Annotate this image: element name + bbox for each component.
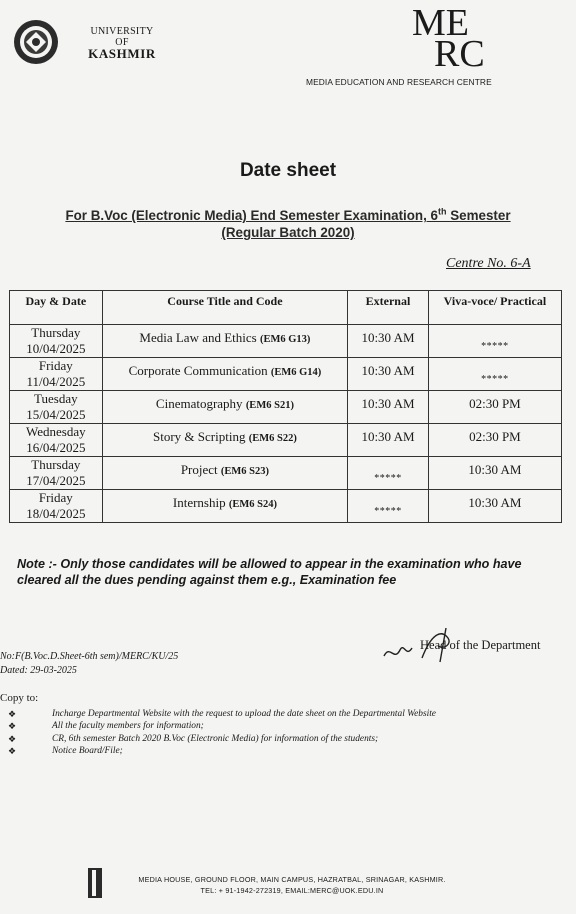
course-title: Internship (172, 495, 226, 510)
university-line1: UNIVERSITY (90, 26, 154, 37)
cell-course (102, 391, 347, 424)
cell-day: Friday (38, 490, 73, 505)
course-code: (EM6 S22) (248, 433, 297, 444)
list-item: ❖ All the faculty members for information; (8, 721, 204, 732)
cell-course (102, 358, 347, 391)
centre-number: Centre No. 6-A (446, 256, 531, 271)
subtitle-line1: For B.Voc (Electronic Media) End Semester Examination, 6th Semester (65, 207, 511, 224)
cell-external: ***** (348, 490, 429, 523)
bullet-icon: ❖ (8, 709, 17, 719)
cell-day: Friday (38, 358, 73, 373)
list-item: ❖ CR, 6th semester Batch 2020 B.Voc (Electronic Media) for information of the students; (8, 733, 379, 744)
cell-date: 11/04/2025 (26, 374, 86, 389)
cell-viva: ***** (428, 325, 561, 358)
cell-date: 10/04/2025 (26, 341, 86, 356)
reference-date: Dated: 29-03-2025 (0, 665, 77, 676)
course-title: Corporate Communication (128, 363, 268, 378)
cell-day-date (10, 358, 103, 391)
course-code: (EM6 S23) (220, 466, 270, 477)
table-row (10, 358, 562, 391)
bullet-icon: ❖ (8, 721, 17, 732)
cell-day-date (10, 424, 103, 457)
list-item: ❖ Notice Board/File; (8, 746, 123, 757)
cell-course (102, 325, 347, 358)
cell-day: Wednesday (26, 424, 86, 439)
cell-day: Tuesday (34, 391, 78, 406)
cell-day-date (10, 325, 103, 358)
merc-logo-line1: ME (412, 2, 469, 44)
footer-line1: MEDIA HOUSE, GROUND FLOOR, MAIN CAMPUS, HAZRATBAL, SRINAGAR, KASHMIR. (138, 875, 446, 884)
page-title: Date sheet (239, 160, 337, 181)
cell-viva: 02:30 PM (428, 424, 561, 457)
cell-date: 18/04/2025 (26, 506, 86, 521)
university-name (72, 26, 172, 59)
cell-day: Thursday (31, 457, 81, 472)
cell-viva: 10:30 AM (428, 490, 561, 523)
cell-date: 17/04/2025 (26, 473, 86, 488)
course-code: (EM6 S21) (245, 400, 294, 411)
course-title: Story & Scripting (153, 429, 246, 444)
cell-course (102, 457, 347, 490)
table-row (10, 424, 562, 457)
header-course: Course Title and Code (102, 291, 347, 325)
copy-to-list (8, 708, 436, 758)
cell-viva: 02:30 PM (428, 391, 561, 424)
head-of-department: Head of the Department (420, 638, 541, 652)
cell-day: Thursday (31, 325, 81, 340)
university-line2: OF (115, 37, 129, 48)
header-viva: Viva-voce/ Practical (428, 291, 561, 325)
table-header-row (10, 291, 562, 325)
bullet-icon: ❖ (8, 733, 17, 744)
cell-day-date (10, 457, 103, 490)
header-external: External (348, 291, 429, 325)
reference-block (0, 650, 178, 678)
course-title: Project (180, 462, 218, 477)
footer-address (112, 874, 472, 896)
reference-number: No:F(B.Voc.D.Sheet-6th sem)/MERC/KU/25 (0, 651, 179, 662)
cell-day-date (10, 490, 103, 523)
university-seal-icon (12, 18, 60, 66)
copy-to-label: Copy to: (0, 692, 39, 704)
list-item: ❖ Incharge Departmental Website with the request to upload the date sheet on the Departmental Website (8, 709, 436, 719)
eligibility-note: Note :- Only those candidates will be allowed to appear in the examination who have cleared all the dues pending against them e.g., Examination fee (17, 557, 522, 587)
table-row (10, 457, 562, 490)
bullet-icon: ❖ (8, 746, 17, 757)
course-title: Media Law and Ethics (139, 330, 257, 345)
cell-viva: ***** (428, 358, 561, 391)
university-line3: KASHMIR (88, 46, 156, 61)
header-day-date: Day & Date (10, 291, 103, 325)
cell-date: 16/04/2025 (26, 440, 86, 455)
exam-subtitle (0, 204, 576, 241)
cell-date: 15/04/2025 (26, 407, 86, 422)
course-code: (EM6 S24) (228, 499, 277, 510)
footer-logo-stripe (92, 870, 96, 896)
cell-external: 10:30 AM (348, 325, 429, 358)
merc-full-name: MEDIA EDUCATION AND RESEARCH CENTRE (306, 77, 492, 87)
cell-viva: 10:30 AM (428, 457, 561, 490)
cell-external: 10:30 AM (348, 358, 429, 391)
table-row (10, 391, 562, 424)
course-code: (EM6 G13) (259, 334, 311, 345)
cell-course (102, 424, 347, 457)
table-row (10, 490, 562, 523)
course-title: Cinematography (155, 396, 243, 411)
cell-external: ***** (348, 457, 429, 490)
date-sheet-table (9, 290, 562, 523)
cell-course (102, 490, 347, 523)
cell-external: 10:30 AM (348, 424, 429, 457)
cell-external: 10:30 AM (348, 391, 429, 424)
merc-logo (412, 2, 504, 75)
course-code: (EM6 G14) (270, 367, 322, 378)
footer-line2: TEL: + 91-1942-272319, EMAIL:MERC@UOK.EDU.IN (200, 886, 384, 895)
table-row (10, 325, 562, 358)
subtitle-line2: (Regular Batch 2020) (221, 225, 355, 241)
cell-day-date (10, 391, 103, 424)
merc-logo-line2: RC (434, 33, 485, 75)
